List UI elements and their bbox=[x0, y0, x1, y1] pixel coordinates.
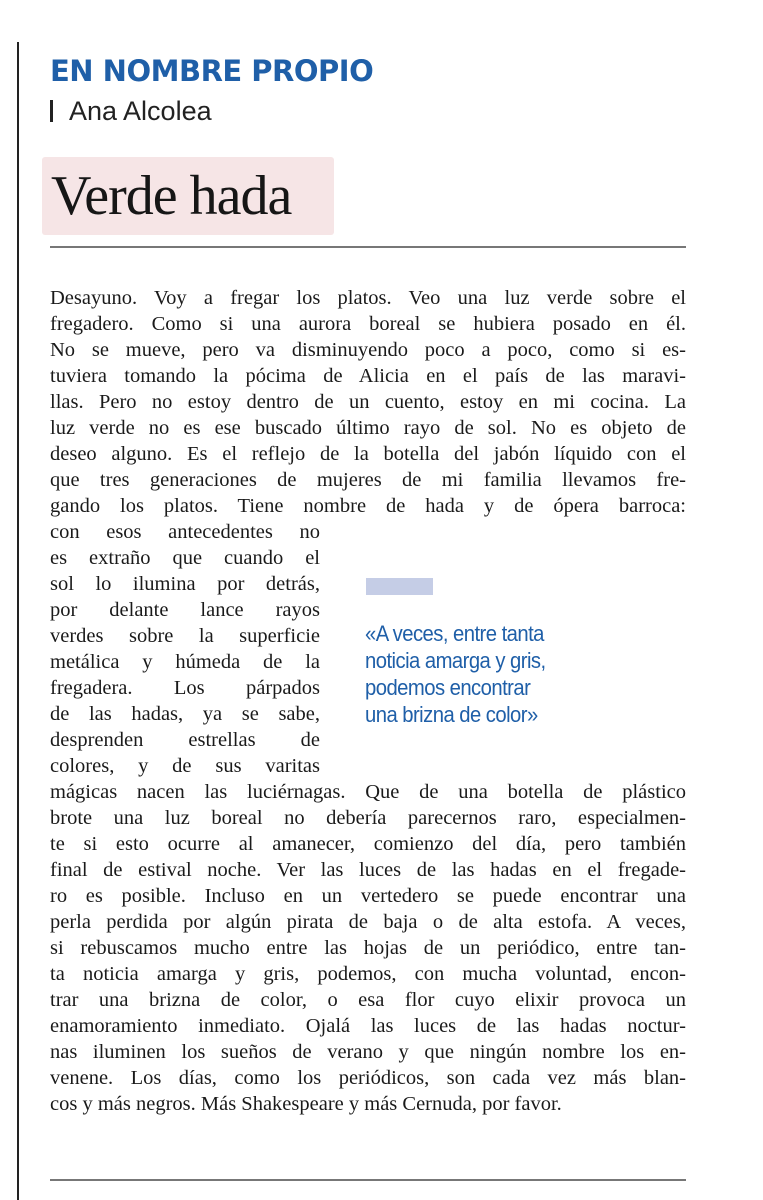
body-line: deseo alguno. Es el reflejo de la botella del jabón líquido con el bbox=[50, 443, 686, 465]
section-title: EN NOMBRE PROPIO bbox=[50, 54, 374, 88]
body-line: por delante lance rayos bbox=[50, 599, 320, 621]
body-line: tuviera tomando la pócima de Alicia en el país de las maravi- bbox=[50, 365, 686, 387]
body-line: perla perdida por algún pirata de baja o de alta estofa. A veces, bbox=[50, 911, 686, 933]
author-name: Ana Alcolea bbox=[69, 96, 212, 126]
pull-quote-line: una brizna de color» bbox=[365, 702, 538, 727]
headline: Verde hada bbox=[51, 165, 292, 227]
body-line: que tres generaciones de mujeres de mi familia llevamos fre- bbox=[50, 469, 686, 491]
body-line: verdes sobre la superficie bbox=[50, 625, 320, 647]
body-line: con esos antecedentes no bbox=[50, 521, 320, 543]
left-column-rule bbox=[17, 42, 19, 1200]
body-line: enamoramiento inmediato. Ojalá las luces de las hadas noctur- bbox=[50, 1015, 686, 1037]
body-line: mágicas nacen las luciérnagas. Que de una botella de plástico bbox=[50, 781, 686, 803]
byline bbox=[50, 95, 212, 127]
body-line: es extraño que cuando el bbox=[50, 547, 320, 569]
body-line: metálica y húmeda de la bbox=[50, 651, 320, 673]
body-line: Desayuno. Voy a fregar los platos. Veo una luz verde sobre el bbox=[50, 287, 686, 309]
body-line: No se mueve, pero va disminuyendo poco a poco, como si es- bbox=[50, 339, 686, 361]
pull-quote-bar bbox=[366, 578, 433, 595]
body-line: cos y más negros. Más Shakespeare y más Cernuda, por favor. bbox=[50, 1093, 562, 1115]
body-line: colores, y de sus varitas bbox=[50, 755, 320, 777]
body-line: si rebuscamos mucho entre las hojas de un periódico, entre tan- bbox=[50, 937, 686, 959]
body-line: de las hadas, ya se sabe, bbox=[50, 703, 320, 725]
pull-quote-line: podemos encontrar bbox=[365, 675, 531, 700]
body-line: nas iluminen los sueños de verano y que ningún nombre los en- bbox=[50, 1041, 686, 1063]
body-line: sol lo ilumina por detrás, bbox=[50, 573, 320, 595]
pull-quote bbox=[365, 620, 653, 728]
body-line: desprenden estrellas de bbox=[50, 729, 320, 751]
body-line: fregadero. Como si una aurora boreal se hubiera posado en él. bbox=[50, 313, 686, 335]
pull-quote-line: noticia amarga y gris, bbox=[365, 648, 546, 673]
byline-bar bbox=[50, 100, 53, 122]
body-line: trar una brizna de color, o esa flor cuyo elixir provoca un bbox=[50, 989, 686, 1011]
body-line: ro es posible. Incluso en un vertedero se puede encontrar una bbox=[50, 885, 686, 907]
body-line: venene. Los días, como los periódicos, son cada vez más blan- bbox=[50, 1067, 686, 1089]
body-line: brote una luz boreal no debería parecernos raro, especialmen- bbox=[50, 807, 686, 829]
body-line: ta noticia amarga y gris, podemos, con mucha voluntad, encon- bbox=[50, 963, 686, 985]
pull-quote-line: «A veces, entre tanta bbox=[365, 621, 544, 646]
bottom-divider bbox=[50, 1179, 686, 1181]
body-line: gando los platos. Tiene nombre de hada y de ópera barroca: bbox=[50, 495, 686, 517]
body-line: te si esto ocurre al amanecer, comienzo del día, pero también bbox=[50, 833, 686, 855]
body-line: fregadera. Los párpados bbox=[50, 677, 320, 699]
body-line: final de estival noche. Ver las luces de las hadas en el fregade- bbox=[50, 859, 686, 881]
body-line: luz verde no es ese buscado último rayo de sol. No es objeto de bbox=[50, 417, 686, 439]
top-divider bbox=[50, 246, 686, 248]
body-line: llas. Pero no estoy dentro de un cuento, estoy en mi cocina. La bbox=[50, 391, 686, 413]
